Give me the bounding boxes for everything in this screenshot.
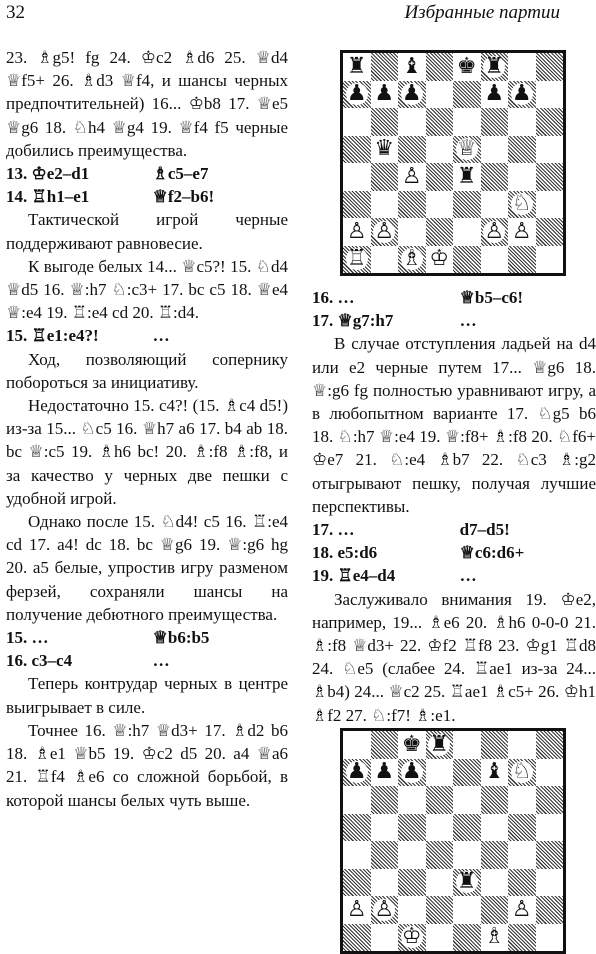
chess-piece-icon: ♟ xyxy=(484,81,505,107)
board-square xyxy=(453,108,481,136)
board-square xyxy=(426,786,454,814)
board-square xyxy=(398,218,426,246)
board-square xyxy=(536,163,564,191)
board-square xyxy=(371,163,399,191)
board-square xyxy=(508,136,536,164)
board-square xyxy=(343,218,371,246)
board-square xyxy=(536,896,564,924)
board-square xyxy=(508,896,536,924)
board-square xyxy=(508,759,536,787)
board-square xyxy=(481,246,509,274)
board-square xyxy=(398,136,426,164)
commentary-paragraph: К выгоде белых 14... ♕c5?! 15. ♘d4 ♕d5 16. ♕:h7 ♘:c3+ 17. bc c5 18. ♕e4 ♕:e4 19. ♖:e4 cd 20. ♖:d4. xyxy=(6,256,288,323)
chess-piece-icon: ♟ xyxy=(346,759,367,785)
board-square xyxy=(508,924,536,952)
commentary-paragraph: Тактической игрой черные поддерживают равновесие. xyxy=(6,210,288,253)
board-square xyxy=(481,108,509,136)
white-move: 14. ♖h1–e1 xyxy=(6,187,90,207)
board-square xyxy=(508,163,536,191)
board-square xyxy=(371,731,399,759)
move-line xyxy=(312,541,596,564)
board-square xyxy=(343,81,371,109)
chessboard xyxy=(340,50,566,276)
black-move: ♕b6:b5 xyxy=(152,628,210,648)
board-square xyxy=(343,246,371,274)
black-move: ♗c5–e7 xyxy=(152,164,209,184)
board-square xyxy=(508,218,536,246)
board-square xyxy=(398,896,426,924)
white-move: 15. … xyxy=(6,628,49,648)
board-square xyxy=(453,191,481,219)
commentary-paragraph: 23. ♗g5! fg 24. ♔c2 ♗d6 25. ♕d4 ♕f5+ 26. ♗d3 ♕f4, и шансы черных предпочтительней) 16... ♔b8 17. ♕e5 ♕g6 18. ♘h4 ♕g4 19. ♕f4 f5 черные добились преимущества. xyxy=(6,48,288,160)
board-square xyxy=(453,53,481,81)
board-square xyxy=(343,731,371,759)
board-square xyxy=(371,869,399,897)
board-square xyxy=(426,869,454,897)
move-line xyxy=(312,518,596,541)
chess-piece-icon: ♕ xyxy=(456,136,477,162)
chess-piece-icon: ♘ xyxy=(511,191,532,217)
board-square xyxy=(398,841,426,869)
white-move: 17. … xyxy=(312,520,355,540)
chess-piece-icon: ♝ xyxy=(401,53,422,79)
white-move: 15. ♖e1:e4?! xyxy=(6,326,99,346)
board-square xyxy=(508,246,536,274)
board-square xyxy=(398,108,426,136)
board-square xyxy=(481,869,509,897)
board-square xyxy=(426,81,454,109)
board-square xyxy=(343,53,371,81)
chess-piece-icon: ♟ xyxy=(511,81,532,107)
commentary-paragraph: Заслуживало внимания 19. ♔e2, например, 19... ♗e6 20. ♗h6 0-0-0 21. ♗:f8 ♕d3+ 22. ♔f2 ♖f8 23. ♔g1 ♖d8 24. ♘e5 (слабее 24. ♖ae1 из-за 24... ♗b4) 24... ♕c2 25. ♖ae1 ♗c5+ 26. ♔h1 ♗f2 27. ♘:f7! ♗:e1. xyxy=(312,589,596,725)
board-square xyxy=(398,163,426,191)
board-square xyxy=(371,924,399,952)
commentary-paragraph: Теперь контрудар черных в центре выигрывает в силе. xyxy=(6,674,288,717)
board-square xyxy=(536,218,564,246)
board-square xyxy=(398,81,426,109)
board-square xyxy=(508,108,536,136)
board-square xyxy=(371,191,399,219)
board-square xyxy=(426,246,454,274)
board-square xyxy=(481,81,509,109)
board-square xyxy=(536,731,564,759)
commentary-paragraph: Недостаточно 15. c4?! (15. ♗c4 d5!) из-за 15... ♘c5 16. ♕h7 a6 17. b4 ab 18. bc ♕:c5 19. ♗h6 bc! 20. ♗:f8 ♗:f8, и за качество у черных две пешки с удобной игрой. xyxy=(6,396,288,508)
move-line xyxy=(6,649,288,672)
board-square xyxy=(536,191,564,219)
board-square xyxy=(398,814,426,842)
board-square xyxy=(508,53,536,81)
chess-piece-icon: ♙ xyxy=(484,218,505,244)
move-line xyxy=(6,185,288,208)
page-header xyxy=(0,0,596,26)
board-square xyxy=(453,246,481,274)
chess-piece-icon: ♙ xyxy=(346,896,367,922)
move-line xyxy=(6,324,288,347)
left-column xyxy=(6,46,288,812)
board-square xyxy=(453,841,481,869)
chess-piece-icon: ♝ xyxy=(484,759,505,785)
board-square xyxy=(343,814,371,842)
move-line xyxy=(312,564,596,587)
board-square xyxy=(426,896,454,924)
chess-diagram-1 xyxy=(340,50,566,276)
board-square xyxy=(453,218,481,246)
page-number: 32 xyxy=(6,2,25,23)
board-square xyxy=(508,869,536,897)
move-line xyxy=(6,626,288,649)
board-square xyxy=(371,814,399,842)
board-square xyxy=(371,108,399,136)
board-square xyxy=(398,731,426,759)
chess-piece-icon: ♘ xyxy=(511,759,532,785)
board-square xyxy=(398,759,426,787)
board-square xyxy=(371,218,399,246)
chess-piece-icon: ♙ xyxy=(401,163,422,189)
chess-piece-icon: ♟ xyxy=(374,759,395,785)
board-square xyxy=(536,81,564,109)
board-square xyxy=(508,191,536,219)
board-square xyxy=(536,246,564,274)
board-square xyxy=(371,896,399,924)
board-square xyxy=(343,896,371,924)
board-square xyxy=(398,246,426,274)
board-square xyxy=(481,53,509,81)
board-square xyxy=(398,53,426,81)
chess-piece-icon: ♙ xyxy=(374,218,395,244)
chess-piece-icon: ♖ xyxy=(346,246,367,272)
board-square xyxy=(371,136,399,164)
board-square xyxy=(453,163,481,191)
chess-piece-icon: ♜ xyxy=(429,731,450,757)
black-move: … xyxy=(459,566,477,586)
board-square xyxy=(481,136,509,164)
right-column xyxy=(312,286,596,727)
black-move: … xyxy=(152,326,170,346)
move-line xyxy=(312,286,596,309)
board-square xyxy=(343,163,371,191)
board-square xyxy=(426,924,454,952)
board-square xyxy=(453,136,481,164)
board-square xyxy=(426,218,454,246)
chess-piece-icon: ♚ xyxy=(456,53,477,79)
board-square xyxy=(426,191,454,219)
board-square xyxy=(426,841,454,869)
board-square xyxy=(536,759,564,787)
chess-piece-icon: ♔ xyxy=(401,924,422,950)
board-square xyxy=(371,246,399,274)
white-move: 17. ♕g7:h7 xyxy=(312,311,394,331)
black-move: … xyxy=(459,311,477,331)
chess-piece-icon: ♙ xyxy=(374,896,395,922)
chess-piece-icon: ♛ xyxy=(374,136,395,162)
board-square xyxy=(343,759,371,787)
commentary-paragraph: Однако после 15. ♘d4! c5 16. ♖:e4 cd 17. a4! dc 18. bc ♕g6 19. ♕:g6 hg 20. a5 белые, упростив игру разменом ферзей, сохраняли шансы на получение дебютного преимущества. xyxy=(6,512,288,624)
board-square xyxy=(536,924,564,952)
chess-piece-icon: ♜ xyxy=(456,869,477,895)
board-square xyxy=(371,759,399,787)
chess-piece-icon: ♔ xyxy=(429,246,450,272)
board-square xyxy=(343,841,371,869)
move-line xyxy=(6,162,288,185)
board-square xyxy=(398,869,426,897)
chess-piece-icon: ♚ xyxy=(401,731,422,757)
board-square xyxy=(426,163,454,191)
board-square xyxy=(343,924,371,952)
board-square xyxy=(398,191,426,219)
move-line xyxy=(312,309,596,332)
black-move: d7–d5! xyxy=(459,520,510,540)
board-square xyxy=(453,759,481,787)
board-square xyxy=(343,191,371,219)
board-square xyxy=(453,731,481,759)
board-square xyxy=(481,786,509,814)
board-square xyxy=(426,108,454,136)
board-square xyxy=(343,786,371,814)
chess-piece-icon: ♗ xyxy=(484,924,505,950)
chess-piece-icon: ♙ xyxy=(346,218,367,244)
board-square xyxy=(481,924,509,952)
board-square xyxy=(453,81,481,109)
board-square xyxy=(343,108,371,136)
chess-piece-icon: ♙ xyxy=(511,218,532,244)
black-move: ♕c6:d6+ xyxy=(459,543,525,563)
commentary-paragraph: Ход, позволяющий сопернику побороться за инициативу. xyxy=(6,349,288,392)
board-square xyxy=(481,731,509,759)
board-square xyxy=(453,924,481,952)
chess-piece-icon: ♜ xyxy=(484,53,505,79)
board-square xyxy=(398,924,426,952)
board-square xyxy=(481,163,509,191)
board-square xyxy=(371,53,399,81)
chess-diagram-2 xyxy=(340,728,566,954)
chess-piece-icon: ♜ xyxy=(456,163,477,189)
board-square xyxy=(453,814,481,842)
board-square xyxy=(481,218,509,246)
board-square xyxy=(426,53,454,81)
board-square xyxy=(508,81,536,109)
board-square xyxy=(453,896,481,924)
board-square xyxy=(508,731,536,759)
board-square xyxy=(508,841,536,869)
board-square xyxy=(481,814,509,842)
board-square xyxy=(536,53,564,81)
board-square xyxy=(481,896,509,924)
board-square xyxy=(453,869,481,897)
running-title: Избранные партии xyxy=(404,2,560,23)
board-square xyxy=(371,81,399,109)
board-square xyxy=(536,841,564,869)
chessboard xyxy=(340,728,566,954)
board-square xyxy=(536,869,564,897)
chess-piece-icon: ♟ xyxy=(346,81,367,107)
board-square xyxy=(398,786,426,814)
board-square xyxy=(426,136,454,164)
board-square xyxy=(371,841,399,869)
board-square xyxy=(426,814,454,842)
chess-piece-icon: ♗ xyxy=(401,246,422,272)
board-square xyxy=(508,814,536,842)
board-square xyxy=(343,136,371,164)
board-square xyxy=(536,136,564,164)
board-square xyxy=(536,786,564,814)
chess-piece-icon: ♟ xyxy=(401,81,422,107)
board-square xyxy=(481,759,509,787)
board-square xyxy=(426,731,454,759)
white-move: 19. ♖e4–d4 xyxy=(312,566,396,586)
board-square xyxy=(536,108,564,136)
commentary-paragraph: В случае отступления ладьей на d4 или e2 черные путем 17... ♕g6 18. ♕:g6 fg полностью уравнивают игру, а в любопытном варианте 17. ♘g5 b6 18. ♘:h7 ♕:e4 19. ♕:f8+ ♗:f8 20. ♘f6+ ♔e7 21. ♘:e4 ♗b7 22. ♘c3 ♗:g2 отыгрывают пешку, получая лучшие перспективы. xyxy=(312,334,596,516)
board-square xyxy=(371,786,399,814)
black-move: ♕b5–c6! xyxy=(459,288,524,307)
board-square xyxy=(453,786,481,814)
chess-piece-icon: ♙ xyxy=(511,896,532,922)
board-square xyxy=(481,841,509,869)
black-move: ♕f2–b6! xyxy=(152,187,215,207)
white-move: 16. c3–c4 xyxy=(6,651,73,671)
board-square xyxy=(426,759,454,787)
chess-piece-icon: ♟ xyxy=(401,759,422,785)
white-move: 13. ♔e2–d1 xyxy=(6,164,90,184)
chess-piece-icon: ♜ xyxy=(346,53,367,79)
commentary-paragraph: Точнее 16. ♕:h7 ♕d3+ 17. ♗d2 b6 18. ♗e1 ♕b5 19. ♔c2 d5 20. a4 ♕a6 21. ♖f4 ♗e6 со сложной борьбой, в которой шансы белых чуть выше. xyxy=(6,720,288,810)
board-square xyxy=(508,786,536,814)
board-square xyxy=(343,869,371,897)
white-move: 18. e5:d6 xyxy=(312,543,378,563)
chess-piece-icon: ♟ xyxy=(374,81,395,107)
black-move: … xyxy=(152,651,170,671)
white-move: 16. … xyxy=(312,288,355,307)
board-square xyxy=(481,191,509,219)
board-square xyxy=(536,814,564,842)
